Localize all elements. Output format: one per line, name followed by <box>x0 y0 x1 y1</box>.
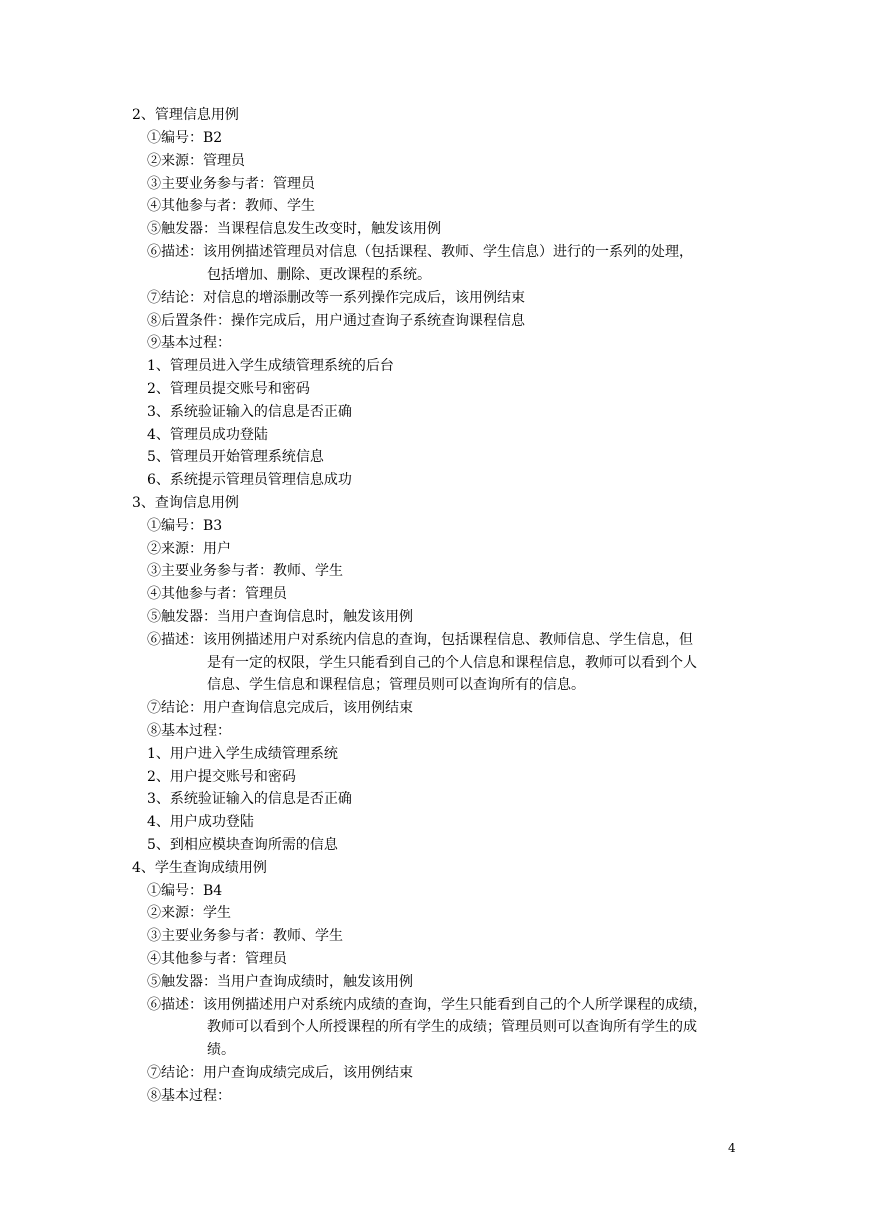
doc-line: ③主要业务参与者：教师、学生 <box>147 928 343 944</box>
doc-line: ⑧基本过程： <box>147 723 231 739</box>
doc-line: ⑤触发器：当用户查询信息时，触发该用例 <box>147 609 413 625</box>
doc-line: ⑥描述：该用例描述用户对系统内信息的查询，包括课程信息、教师信息、学生信息，但 <box>147 632 693 648</box>
doc-line: 4、管理员成功登陆 <box>147 427 268 443</box>
doc-line: ⑦结论：用户查询成绩完成后，该用例结束 <box>147 1065 413 1081</box>
doc-line: 5、到相应模块查询所需的信息 <box>147 837 338 853</box>
doc-line: ①编号：B4 <box>147 883 223 899</box>
doc-line: ⑥描述：该用例描述用户对系统内成绩的查询，学生只能看到自己的个人所学课程的成绩， <box>147 997 707 1013</box>
doc-line: 2、用户提交账号和密码 <box>147 769 296 785</box>
doc-line: ⑥描述：该用例描述管理员对信息（包括课程、教师、学生信息）进行的一系列的处理， <box>147 244 693 260</box>
doc-line: ①编号：B2 <box>147 130 223 146</box>
doc-line: ①编号：B3 <box>147 518 223 534</box>
doc-line: ⑤触发器：当课程信息发生改变时，触发该用例 <box>147 221 441 237</box>
doc-line: ④其他参与者：管理员 <box>147 951 287 967</box>
doc-line: ④其他参与者：教师、学生 <box>147 198 315 214</box>
doc-line: ②来源：用户 <box>147 541 231 557</box>
doc-line-continuation: 教师可以看到个人所授课程的所有学生的成绩；管理员则可以查询所有学生的成 <box>207 1019 697 1035</box>
section-heading-student-grades: 4、学生查询成绩用例 <box>132 860 267 876</box>
doc-line: 1、用户进入学生成绩管理系统 <box>147 746 338 762</box>
doc-line-continuation: 包括增加、删除、更改课程的系统。 <box>207 267 431 283</box>
doc-line: ②来源：管理员 <box>147 153 245 169</box>
doc-line: ③主要业务参与者：管理员 <box>147 176 315 192</box>
doc-line: 3、系统验证输入的信息是否正确 <box>147 404 352 420</box>
doc-line: ④其他参与者：管理员 <box>147 586 287 602</box>
doc-line: 3、系统验证输入的信息是否正确 <box>147 791 352 807</box>
doc-line: 1、管理员进入学生成绩管理系统的后台 <box>147 358 394 374</box>
doc-line: ⑨基本过程： <box>147 335 231 351</box>
doc-line-continuation: 信息、学生信息和课程信息；管理员则可以查询所有的信息。 <box>207 677 585 693</box>
doc-line: ⑦结论：用户查询信息完成后，该用例结束 <box>147 700 413 716</box>
doc-line: ⑧基本过程： <box>147 1088 231 1104</box>
page-number: 4 <box>728 1141 736 1155</box>
doc-line: 6、系统提示管理员管理信息成功 <box>147 472 352 488</box>
doc-line: 4、用户成功登陆 <box>147 814 254 830</box>
doc-line: ③主要业务参与者：教师、学生 <box>147 563 343 579</box>
section-heading-query-info: 3、查询信息用例 <box>132 495 239 511</box>
doc-line: ②来源：学生 <box>147 905 231 921</box>
doc-line: 2、管理员提交账号和密码 <box>147 381 310 397</box>
doc-line: 5、管理员开始管理系统信息 <box>147 449 324 465</box>
doc-line-continuation: 绩。 <box>207 1042 235 1058</box>
doc-line-continuation: 是有一定的权限，学生只能看到自己的个人信息和课程信息，教师可以看到个人 <box>207 655 697 671</box>
section-heading-manage-info: 2、管理信息用例 <box>132 107 239 123</box>
doc-line: ⑦结论：对信息的增添删改等一系列操作完成后，该用例结束 <box>147 290 525 306</box>
doc-line: ⑧后置条件：操作完成后，用户通过查询子系统查询课程信息 <box>147 313 525 329</box>
doc-line: ⑤触发器：当用户查询成绩时，触发该用例 <box>147 974 413 990</box>
